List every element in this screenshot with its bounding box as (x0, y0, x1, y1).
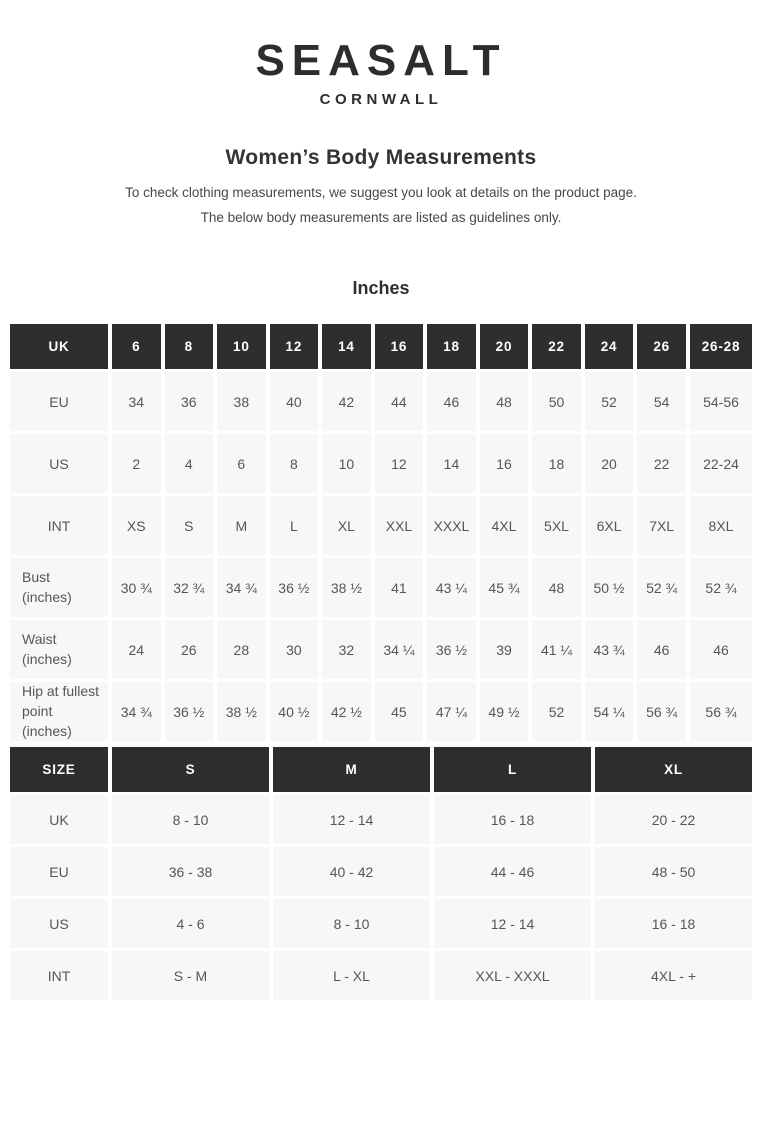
brand-subtitle: CORNWALL (319, 91, 443, 109)
letter-size-table (6, 744, 756, 1003)
value-cell: 44 - 46 (434, 847, 591, 896)
col-header-cell: 22 (532, 324, 581, 369)
col-header-cell: SIZE (10, 747, 108, 792)
col-header-cell: L (434, 747, 591, 792)
value-cell: 44 (375, 372, 424, 431)
value-cell: 8XL (690, 496, 752, 555)
value-cell: 4 - 6 (112, 899, 269, 948)
table-row-int-range (10, 951, 752, 1000)
value-cell: 4XL (480, 496, 529, 555)
row-label: UK (10, 795, 108, 844)
value-cell: 20 - 22 (595, 795, 752, 844)
intro-line-1: To check clothing measurements, we suggest you look at details on the product page. (125, 185, 637, 201)
value-cell: 56 ¾ (637, 682, 686, 741)
col-header-cell: 26-28 (690, 324, 752, 369)
value-cell: 22 (637, 434, 686, 493)
col-header-cell: S (112, 747, 269, 792)
value-cell: 5XL (532, 496, 581, 555)
row-label: INT (10, 496, 108, 555)
value-cell: 41 ¼ (532, 620, 581, 679)
value-cell: 54-56 (690, 372, 752, 431)
value-cell: 14 (427, 434, 476, 493)
value-cell: 54 ¼ (585, 682, 634, 741)
value-cell: 49 ½ (480, 682, 529, 741)
value-cell: XL (322, 496, 371, 555)
row-label: EU (10, 847, 108, 896)
intro-line-2: The below body measurements are listed as guidelines only. (200, 209, 562, 225)
value-cell: 43 ¼ (427, 558, 476, 617)
value-cell: 34 (112, 372, 161, 431)
row-label: INT (10, 951, 108, 1000)
value-cell: 16 (480, 434, 529, 493)
value-cell: 45 (375, 682, 424, 741)
value-cell: 7XL (637, 496, 686, 555)
value-cell: 36 - 38 (112, 847, 269, 896)
value-cell: 38 (217, 372, 266, 431)
value-cell: 43 ¾ (585, 620, 634, 679)
row-label: EU (10, 372, 108, 431)
value-cell: 26 (165, 620, 214, 679)
table-row-bust (10, 558, 752, 617)
value-cell: 34 ¾ (217, 558, 266, 617)
col-header-cell: 14 (322, 324, 371, 369)
value-cell: 48 - 50 (595, 847, 752, 896)
value-cell: 18 (532, 434, 581, 493)
value-cell: 34 ¾ (112, 682, 161, 741)
value-cell: 10 (322, 434, 371, 493)
value-cell: 48 (532, 558, 581, 617)
col-header-cell: 12 (270, 324, 319, 369)
value-cell: 16 - 18 (434, 795, 591, 844)
value-cell: 50 ½ (585, 558, 634, 617)
value-cell: 34 ¼ (375, 620, 424, 679)
value-cell: 8 (270, 434, 319, 493)
value-cell: S - M (112, 951, 269, 1000)
value-cell: 46 (637, 620, 686, 679)
value-cell: 50 (532, 372, 581, 431)
value-cell: 38 ½ (217, 682, 266, 741)
value-cell: 42 (322, 372, 371, 431)
value-cell: 30 (270, 620, 319, 679)
row-label: Waist (inches) (10, 620, 108, 679)
table-row-eu (10, 372, 752, 431)
value-cell: 36 ½ (427, 620, 476, 679)
value-cell: 8 - 10 (112, 795, 269, 844)
value-cell: 54 (637, 372, 686, 431)
table-row-int (10, 496, 752, 555)
col-header-cell: 26 (637, 324, 686, 369)
row-label: US (10, 434, 108, 493)
value-cell: 32 (322, 620, 371, 679)
value-cell: 6 (217, 434, 266, 493)
value-cell: 16 - 18 (595, 899, 752, 948)
value-cell: 47 ¼ (427, 682, 476, 741)
value-cell: 22-24 (690, 434, 752, 493)
value-cell: 12 - 14 (273, 795, 430, 844)
col-header-cell: 24 (585, 324, 634, 369)
value-cell: 52 (532, 682, 581, 741)
table-row-us (10, 434, 752, 493)
col-header-cell: 10 (217, 324, 266, 369)
letter-size-header-row (10, 747, 752, 792)
value-cell: 52 ¾ (637, 558, 686, 617)
col-header-cell: 6 (112, 324, 161, 369)
value-cell: XXL (375, 496, 424, 555)
value-cell: 38 ½ (322, 558, 371, 617)
col-header-cell: 8 (165, 324, 214, 369)
value-cell: 48 (480, 372, 529, 431)
value-cell: 36 ½ (270, 558, 319, 617)
brand-name: SEASALT (255, 36, 507, 85)
value-cell: L (270, 496, 319, 555)
value-cell: 42 ½ (322, 682, 371, 741)
inches-size-table (6, 321, 756, 744)
table-row-waist (10, 620, 752, 679)
value-cell: 32 ¾ (165, 558, 214, 617)
value-cell: 41 (375, 558, 424, 617)
value-cell: XXXL (427, 496, 476, 555)
col-header-cell: 16 (375, 324, 424, 369)
value-cell: 45 ¾ (480, 558, 529, 617)
col-header-cell: XL (595, 747, 752, 792)
row-label: US (10, 899, 108, 948)
value-cell: 39 (480, 620, 529, 679)
value-cell: 12 (375, 434, 424, 493)
value-cell: 40 (270, 372, 319, 431)
value-cell: 2 (112, 434, 161, 493)
value-cell: 40 - 42 (273, 847, 430, 896)
value-cell: 28 (217, 620, 266, 679)
value-cell: 46 (427, 372, 476, 431)
value-cell: S (165, 496, 214, 555)
row-label: Bust (inches) (10, 558, 108, 617)
section-title-inches: Inches (352, 278, 410, 299)
value-cell: 24 (112, 620, 161, 679)
value-cell: 56 ¾ (690, 682, 752, 741)
value-cell: 46 (690, 620, 752, 679)
value-cell: 20 (585, 434, 634, 493)
col-header-cell: M (273, 747, 430, 792)
value-cell: XS (112, 496, 161, 555)
value-cell: 8 - 10 (273, 899, 430, 948)
page-title: Women’s Body Measurements (225, 146, 537, 170)
table-row-hip (10, 682, 752, 741)
value-cell: 12 - 14 (434, 899, 591, 948)
row-label: Hip at fullest point (inches) (10, 682, 108, 741)
value-cell: XXL - XXXL (434, 951, 591, 1000)
table-row-uk-range (10, 795, 752, 844)
value-cell: 4 (165, 434, 214, 493)
value-cell: 36 (165, 372, 214, 431)
value-cell: L - XL (273, 951, 430, 1000)
value-cell: 36 ½ (165, 682, 214, 741)
table-row-eu-range (10, 847, 752, 896)
table-row-us-range (10, 899, 752, 948)
value-cell: 6XL (585, 496, 634, 555)
value-cell: 52 ¾ (690, 558, 752, 617)
value-cell: 30 ¾ (112, 558, 161, 617)
value-cell: 52 (585, 372, 634, 431)
value-cell: 4XL - + (595, 951, 752, 1000)
col-header-cell: UK (10, 324, 108, 369)
inches-header-row (10, 324, 752, 369)
value-cell: M (217, 496, 266, 555)
page-header (0, 38, 762, 227)
col-header-cell: 20 (480, 324, 529, 369)
col-header-cell: 18 (427, 324, 476, 369)
value-cell: 40 ½ (270, 682, 319, 741)
